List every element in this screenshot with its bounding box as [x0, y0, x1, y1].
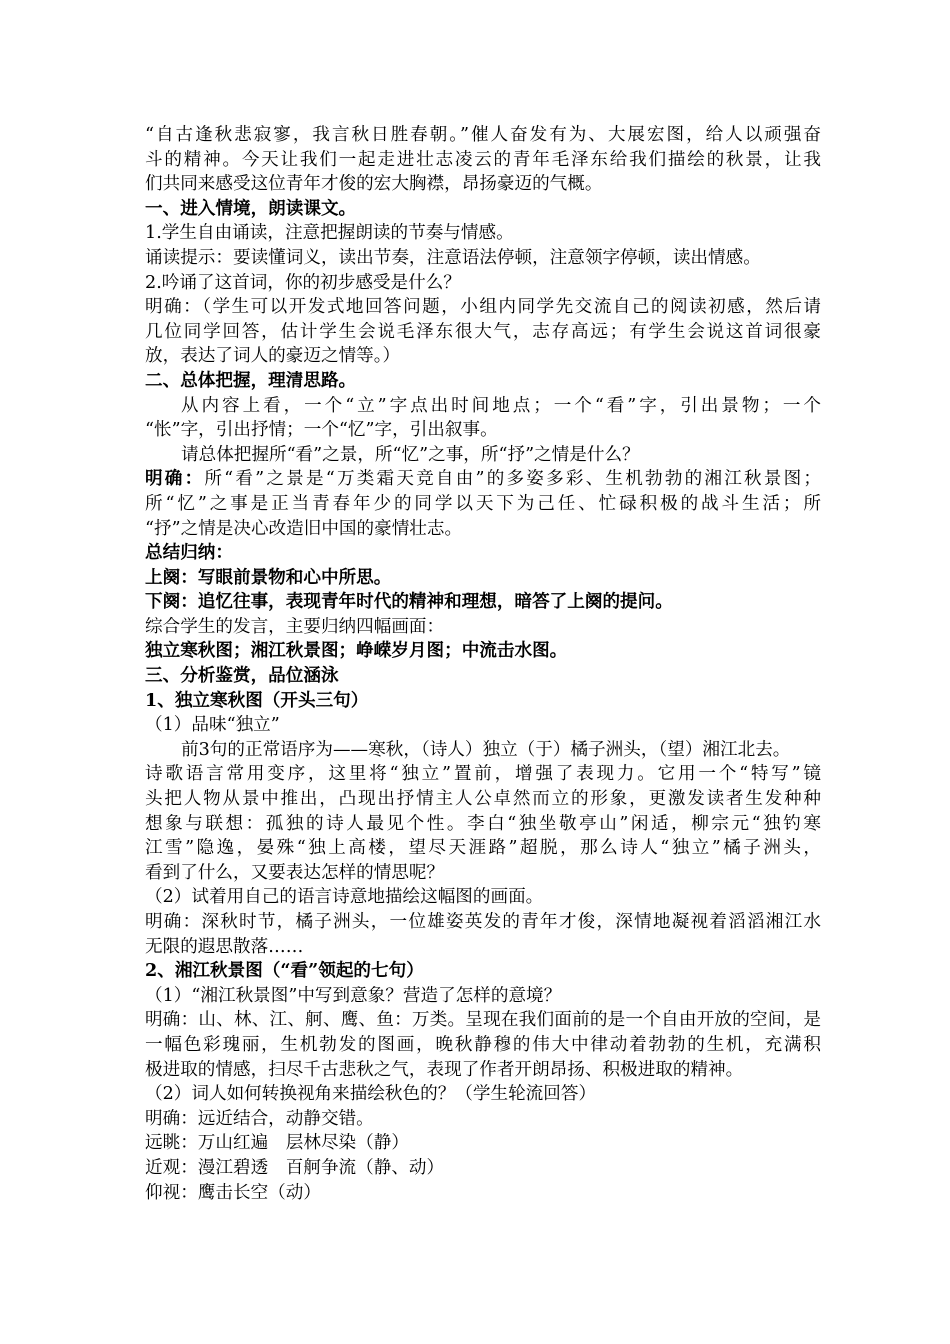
text-line: 几位同学回答，估计学生会说毛泽东很大气，志存高远；有学生会说这首词很豪: [145, 321, 821, 342]
text-line: （1）“湘江秋景图”中写到意象？营造了怎样的意境？: [145, 985, 562, 1006]
text-line: 一幅色彩瑰丽，生机勃发的图画，晚秋静穆的伟大中律动着勃勃的生机，充满积: [145, 1034, 821, 1055]
text-line: 明确：深秋时节，橘子洲头，一位雄姿英发的青年才俊，深情地凝视着滔滔湘江水: [145, 912, 821, 932]
text-line: “自古逢秋悲寂寥，我言秋日胜春朝。”催人奋发有为、大展宏图，给人以顽强奋: [145, 125, 821, 145]
text-line: 极进取的情感，扫尽千古悲秋之气，表现了作者开朗昂扬、积极进取的精神。: [145, 1059, 744, 1080]
text-line: （2）词人如何转换视角来描绘秋色的？（学生轮流回答）: [145, 1084, 597, 1105]
text-line: 明确：（学生可以开发式地回答问题，小组内同学先交流自己的阅读初感，然后请: [145, 297, 821, 318]
text-line: 二、总体把握，理清思路。: [145, 369, 357, 391]
text-line: 远眺：万山红遍 层林尽染（静）: [145, 1133, 409, 1154]
text-line: 三、分析鉴赏，品位涵泳: [145, 665, 339, 687]
text-line: 头把人物从景中推出，凸现出抒情主人公卓然而立的形象，更激发读者生发种种: [145, 789, 821, 810]
text-line: 一、进入情境，朗读课文。: [145, 197, 357, 219]
text-line: 们共同来感受这位青年才俊的宏大胸襟，昂扬豪迈的气概。: [145, 174, 603, 195]
text-line: 放，表达了词人的豪迈之情等。）: [145, 346, 401, 367]
text-line: 1、独立寒秋图（开头三句）: [145, 689, 369, 711]
text-line: 明确：山、林、江、舸、鹰、鱼：万类。呈现在我们面前的是一个自由开放的空间，是: [145, 1010, 821, 1031]
text-line: 明确：所“看”之景是“万类霜天竞自由”的多姿多彩、生机勃勃的湘江秋景图；: [145, 468, 821, 490]
text-line: 从内容上看，一个“立”字点出时间地点；一个“看”字，引出景物；一个: [181, 395, 821, 416]
text-line: 明确：远近结合，动静交错。: [145, 1108, 374, 1129]
text-line: “怅”字，引出抒情；一个“忆”字，引出叙事。: [145, 420, 498, 441]
text-line: 总结归纳：: [145, 542, 233, 564]
text-line: 2.吟诵了这首词，你的初步感受是什么？: [145, 272, 461, 293]
text-line: 1.学生自由诵读，注意把握朗读的节奏与情感。: [145, 223, 514, 244]
text-line: 下阕：追忆往事，表现青年时代的精神和理想，暗答了上阕的提问。: [145, 591, 673, 613]
text-line: 2、湘江秋景图（“看”领起的七句）: [145, 960, 424, 982]
text-line: 仰视：鹰击长空（动）: [145, 1182, 321, 1203]
document-page: [145, 123, 821, 1205]
bold-lead: 明确：: [145, 468, 205, 490]
text-line: 诵读提示：要读懂词义，读出节奏，注意语法停顿，注意领字停顿，读出情感。: [145, 247, 761, 268]
text-line: “抒”之情是决心改造旧中国的豪情壮志。: [145, 518, 463, 539]
text-line: 上阕：写眼前景物和心中所思。: [145, 566, 392, 588]
text-line: 无限的遐思散落……: [145, 936, 304, 957]
text-line: 独立寒秋图；湘江秋景图；峥嵘岁月图；中流击水图。: [145, 640, 568, 662]
text-line: 看到了什么，又要表达怎样的情思呢？: [145, 862, 445, 883]
text-line: 前3句的正常语序为——寒秋，（诗人）独立（于）橘子洲头，（望）湘江北去。: [181, 739, 791, 760]
text-line: 江雪”隐逸，晏殊“独上高楼，望尽天涯路”超脱，那么诗人“独立”橘子洲头，: [145, 838, 821, 859]
text-line: 近观：漫江碧透 百舸争流（静、动）: [145, 1157, 445, 1178]
text-line: 请总体把握所“看”之景，所“忆”之事，所“抒”之情是什么？: [181, 444, 640, 465]
text-line: 所“忆”之事是正当青春年少的同学以天下为己任、忙碌积极的战斗生活；所: [145, 493, 821, 514]
text-line: （1）品味“独立”: [145, 715, 280, 736]
text-line: （2）试着用自己的语言诗意地描绘这幅图的画面。: [145, 887, 544, 908]
text-line: 斗的精神。今天让我们一起走进壮志凌云的青年毛泽东给我们描绘的秋景，让我: [145, 149, 821, 170]
text-line: 综合学生的发言，主要归纳四幅画面：: [145, 616, 445, 637]
text-line: 诗歌语言常用变序，这里将“独立”置前，增强了表现力。它用一个“特写”镜: [145, 764, 821, 785]
text-line: 想象与联想：孤独的诗人最见个性。李白“独坐敬亭山”闲适，柳宗元“独钓寒: [145, 813, 821, 834]
